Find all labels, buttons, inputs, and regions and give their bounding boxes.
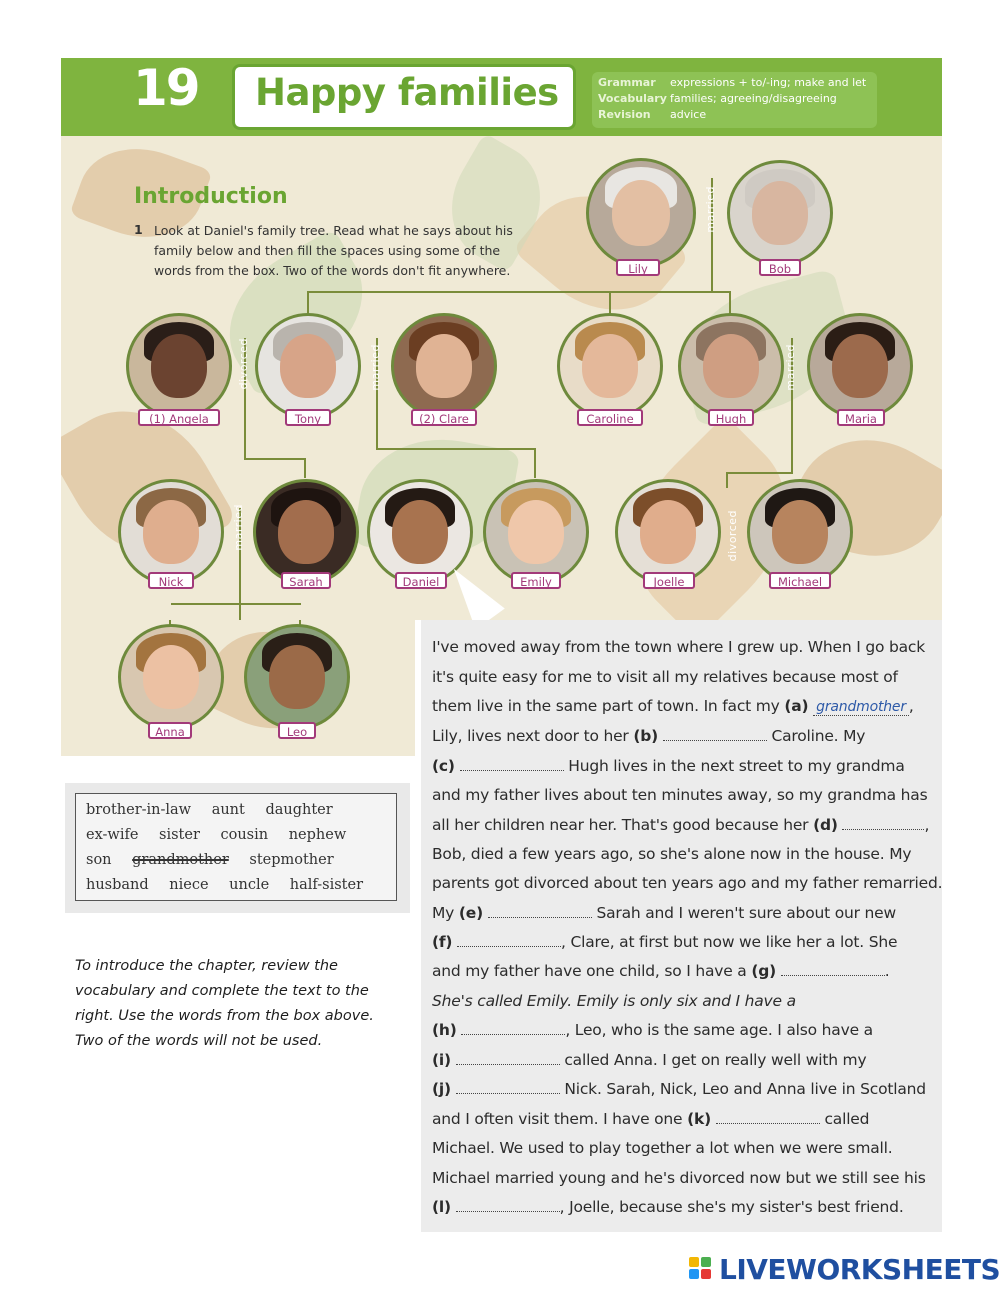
- word-row: [86, 852, 350, 868]
- word: cousin: [220, 827, 269, 843]
- label-k: (k): [687, 1110, 711, 1128]
- textbook-page-kids: [61, 620, 415, 756]
- leo-photo: [244, 624, 350, 730]
- word: stepmother: [249, 852, 334, 868]
- word: nephew: [288, 827, 347, 843]
- label-c: (c): [432, 757, 455, 775]
- michael-photo: [747, 479, 853, 585]
- passage-line: (j) Nick. Sarah, Nick, Leo and Anna live in Scotland: [432, 1080, 926, 1098]
- word: daughter: [265, 802, 333, 818]
- word: brother-in-law: [86, 802, 192, 818]
- tree-line: [729, 291, 731, 315]
- passage-line: (i) called Anna. I get on really well with my: [432, 1051, 867, 1069]
- tree-line: [304, 458, 306, 478]
- answer-b-input[interactable]: [663, 728, 767, 741]
- passage-line: Michael. We used to play together a lot when we were small.: [432, 1139, 893, 1157]
- passage-panel: [421, 620, 942, 1232]
- relation-married: married: [704, 186, 717, 233]
- meta-vocabulary: Vocabulary families; agreeing/disagreeing: [598, 92, 837, 105]
- passage-line: parents got divorced about ten years ago and my father remarried.: [432, 874, 943, 892]
- passage-line: My (e) Sarah and I weren't sure about our new: [432, 904, 896, 922]
- passage-line: (l) , Joelle, because she's my sister's best friend.: [432, 1198, 904, 1216]
- name-tag: Bob: [759, 259, 801, 276]
- name-tag: Sarah: [281, 572, 331, 589]
- header-strip: [61, 58, 942, 136]
- word-box-panel: [65, 783, 410, 913]
- name-tag: Michael: [769, 572, 831, 589]
- answer-i-input[interactable]: [456, 1052, 560, 1065]
- word: son: [86, 852, 112, 868]
- label-d: (d): [813, 816, 838, 834]
- name-tag: Lily: [616, 259, 660, 276]
- passage-line: all her children near her. That's good because her (d) ,: [432, 816, 930, 834]
- answer-d-input[interactable]: [842, 817, 924, 830]
- nick-photo: [118, 479, 224, 585]
- name-tag: (2) Clare: [411, 409, 477, 426]
- intro-heading: Introduction: [134, 184, 288, 209]
- word: ex-wife: [86, 827, 139, 843]
- name-tag: Anna: [148, 722, 192, 739]
- passage-line: (f) , Clare, at first but now we like her a lot. She: [432, 933, 898, 951]
- bob-photo: [727, 160, 833, 266]
- word-row: [86, 827, 362, 843]
- tree-line: [376, 448, 536, 450]
- passage-line: and my father have one child, so I have a (g) .: [432, 962, 890, 980]
- passage-line: Lily, lives next door to her (b) Caroline. My: [432, 727, 866, 745]
- passage-line: (h) , Leo, who is the same age. I also have a: [432, 1021, 873, 1039]
- intro-text: Look at Daniel's family tree. Read what he says about his family below and then fill the spaces using some of the words from the box. Two of the words don't fit anywhere.: [154, 223, 513, 278]
- maria-photo: [807, 313, 913, 419]
- meta-revision: Revision advice: [598, 108, 707, 121]
- passage-line: She's called Emily. Emily is only six and I have a: [432, 992, 796, 1010]
- passage-line: and my father lives about ten minutes away, so my grandma has: [432, 786, 928, 804]
- anna-photo: [118, 624, 224, 730]
- label-e: (e): [458, 904, 483, 922]
- clare-photo: [391, 313, 497, 419]
- passage-line: it's quite easy for me to visit all my relatives because most of: [432, 668, 898, 686]
- lily-photo: [586, 158, 696, 268]
- relation-married: married: [232, 504, 245, 551]
- hugh-photo: [678, 313, 784, 419]
- name-tag: (1) Angela: [138, 409, 220, 426]
- tree-line: [726, 472, 793, 474]
- word: uncle: [229, 877, 270, 893]
- meta-grammar: Grammar expressions + to/-ing; make and let: [598, 76, 867, 89]
- logo-icon: [689, 1257, 713, 1281]
- answer-c-input[interactable]: [460, 758, 564, 771]
- passage-line: Bob, died a few years ago, so she's alone now in the house. My: [432, 845, 912, 863]
- word: half-sister: [289, 877, 364, 893]
- answer-l-input[interactable]: [456, 1199, 560, 1212]
- tree-line: [307, 291, 309, 315]
- answer-g-input[interactable]: [781, 963, 885, 976]
- exercise-number: 1: [134, 222, 143, 237]
- instructions: To introduce the chapter, review the vocabulary and complete the text to the right. Use the words from the box above. Two of the words will not be used.: [75, 958, 374, 1049]
- tree-line: [534, 448, 536, 478]
- logo-text: LIVEWORKSHEETS: [719, 1253, 1000, 1286]
- tony-photo: [255, 313, 361, 419]
- tree-line: [244, 458, 306, 460]
- relation-married: married: [369, 344, 382, 391]
- textbook-page: [61, 58, 942, 620]
- name-tag: Caroline: [577, 409, 643, 426]
- label-i: (i): [432, 1051, 451, 1069]
- name-tag: Leo: [278, 722, 316, 739]
- angela-photo: [126, 313, 232, 419]
- relation-divorced: divorced: [237, 338, 250, 390]
- tree-line: [307, 291, 731, 293]
- word: niece: [169, 877, 209, 893]
- unit-number: 19: [133, 59, 199, 117]
- answer-f-input[interactable]: [457, 934, 561, 947]
- passage-line: them live in the same part of town. In fact my (a) grandmother ,: [432, 697, 914, 715]
- caroline-photo: [557, 313, 663, 419]
- relation-divorced: divorced: [726, 510, 739, 562]
- title-box: [232, 64, 576, 130]
- label-g: (g): [751, 962, 777, 980]
- answer-e-input[interactable]: [488, 905, 592, 918]
- word-struck: grandmother: [132, 852, 229, 868]
- tree-line: [171, 603, 301, 605]
- sarah-photo: [253, 479, 359, 585]
- word-row: [86, 802, 349, 818]
- relation-married: married: [784, 344, 797, 391]
- passage-line: and I often visit them. I have one (k) called: [432, 1110, 870, 1128]
- tree-line: [609, 291, 611, 315]
- label-a: (a): [784, 697, 809, 715]
- word-box: [75, 793, 397, 901]
- passage-line: (c) Hugh lives in the next street to my grandma: [432, 757, 905, 775]
- name-tag: Daniel: [395, 572, 447, 589]
- joelle-photo: [615, 479, 721, 585]
- answer-k-input[interactable]: [716, 1111, 820, 1124]
- word-row: [86, 877, 379, 893]
- answer-h-input[interactable]: [461, 1022, 565, 1035]
- page-title: Happy families: [255, 71, 559, 114]
- name-tag: Nick: [148, 572, 194, 589]
- name-tag: Emily: [511, 572, 561, 589]
- name-tag: Tony: [285, 409, 331, 426]
- word: aunt: [211, 802, 245, 818]
- unit-meta: [592, 72, 877, 128]
- emily-photo: [483, 479, 589, 585]
- label-l: (l): [432, 1198, 451, 1216]
- name-tag: Maria: [837, 409, 885, 426]
- label-h: (h): [432, 1021, 457, 1039]
- passage-line: I've moved away from the town where I grew up. When I go back: [432, 638, 926, 656]
- word: sister: [159, 827, 200, 843]
- passage-line: Michael married young and he's divorced now but we still see his: [432, 1169, 926, 1187]
- answer-a-input[interactable]: grandmother: [813, 699, 909, 716]
- tree-line: [726, 472, 728, 488]
- answer-j-input[interactable]: [456, 1081, 560, 1094]
- name-tag: Hugh: [708, 409, 754, 426]
- name-tag: Joelle: [643, 572, 695, 589]
- label-b: (b): [633, 727, 658, 745]
- label-f: (f): [432, 933, 453, 951]
- word: husband: [86, 877, 149, 893]
- label-j: (j): [432, 1080, 451, 1098]
